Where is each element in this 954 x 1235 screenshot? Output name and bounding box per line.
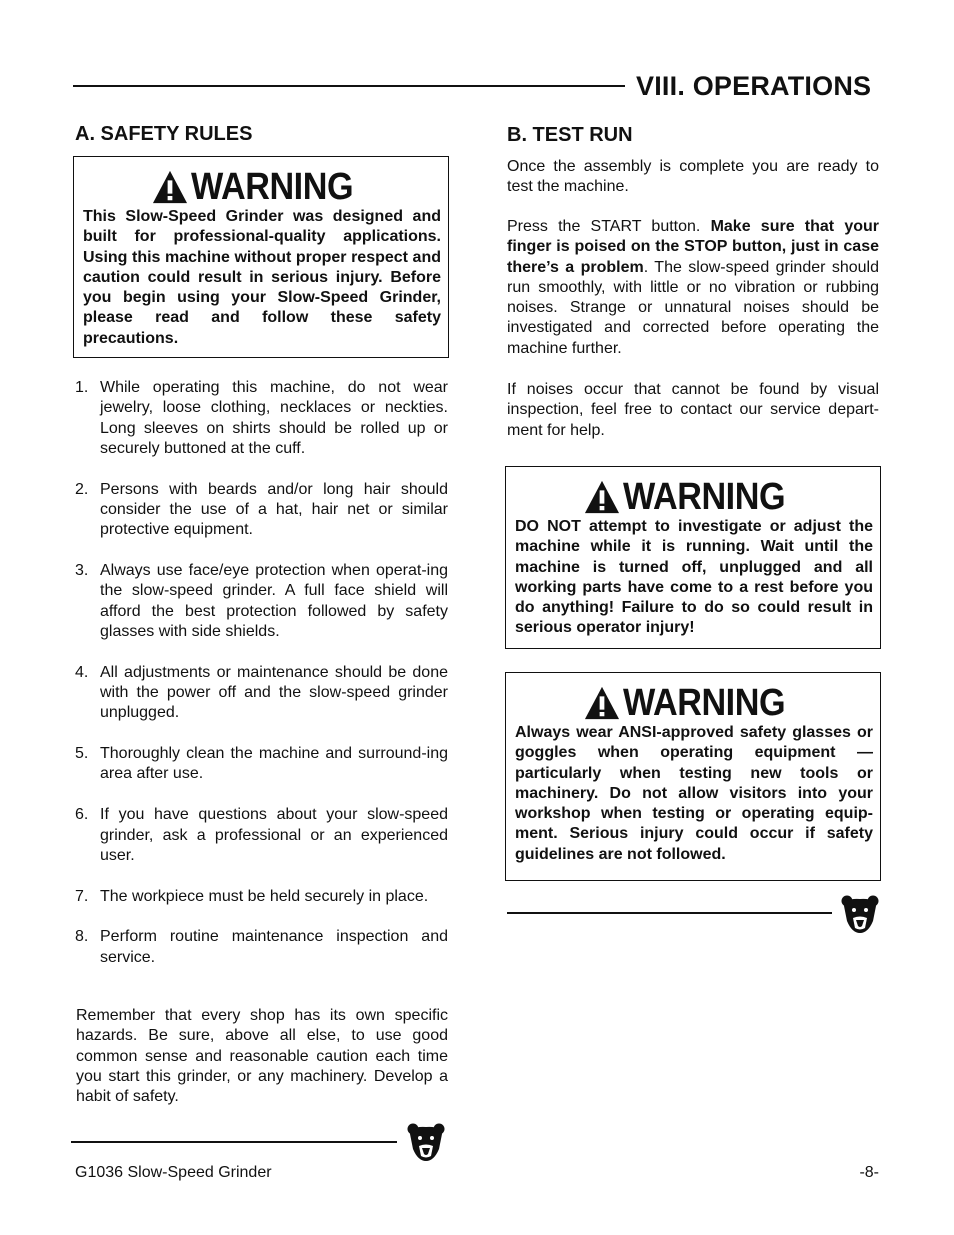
warning-text: Always wear ANSI-approved safety glasses or goggles when operating equipment — particularly when testing new tools or machinery. Do not allow visitors into your workshop when testing or operating equip-ment. Serious injury could occur if safety guidelines are not followed.: [515, 724, 873, 863]
list-number: 5.: [75, 745, 89, 763]
noises-paragraph: If noises occur that cannot be found by visual inspection, feel free to contact our service depart-ment for help.: [507, 381, 879, 439]
warning-triangle-icon: [151, 169, 189, 205]
warning-text: This Slow-Speed Grinder was designed and built for professional-quality applications. Using this machine without proper respect and caution could result in serious injury. Before you begin using your Slow-Speed Grinder, please read and follow these safety precautions.: [83, 208, 441, 347]
warning-text: DO NOT attempt to investigate or adjust the machine while it is running. Wait until the machine is turned off, unplugged and all working parts have come to a rest before you do anything! Failure to do so could result in serious operator injury!: [515, 518, 873, 637]
warning-label: WARNING: [622, 681, 786, 724]
list-number: 1.: [75, 379, 89, 396]
safety-rules-list: [75, 378, 448, 989]
list-item: [75, 927, 448, 968]
list-text: All adjustments or maintenance should be done with the power off and the slow-speed grinder unplugged.: [100, 663, 448, 722]
warning-header: [74, 165, 448, 209]
warning-header: [506, 681, 880, 725]
list-text: If you have questions about your slow-speed grinder, ask a professional or an experienced user.: [100, 806, 448, 864]
list-item: [75, 480, 448, 541]
intro-paragraph: Once the assembly is complete you are ready to test the machine.: [507, 158, 879, 196]
list-text: Perform routine maintenance inspection and service.: [100, 928, 448, 966]
list-item: [75, 805, 448, 866]
list-text: Always use face/eye protection when operat-ing the slow-speed grinder. A full face shield will afford the best protection followed by safety glasses with side shields.: [100, 562, 448, 640]
list-number: 3.: [75, 562, 89, 580]
left-bottom-rule: [71, 1141, 397, 1143]
footer-model: G1036 Slow-Speed Grinder: [75, 1164, 272, 1181]
list-item: [75, 887, 448, 907]
press-lead: Press the START button.: [507, 218, 711, 235]
warning-label: WARNING: [190, 165, 354, 208]
list-number: 6.: [75, 806, 89, 824]
safety-rules-heading: A. SAFETY RULES: [75, 123, 253, 145]
bear-head-logo-icon: [840, 894, 880, 934]
press-emphasis: Make sure that your finger is poised on the STOP button, just in case there’s a problem: [507, 218, 880, 276]
list-text: Thoroughly clean the machine and surround-ing area after use.: [100, 745, 448, 783]
right-bottom-rule: [507, 912, 832, 914]
list-number: 7.: [75, 887, 89, 905]
running-warning-box: [505, 466, 881, 649]
list-text: The workpiece must be held securely in place.: [100, 887, 429, 905]
list-item: [75, 561, 448, 642]
bear-head-logo-icon: [406, 1122, 446, 1162]
footer-page-number: -8-: [859, 1164, 879, 1181]
safety-warning-box: [73, 156, 449, 358]
press-start-paragraph: [507, 217, 879, 359]
header-rule: [73, 85, 625, 87]
closing-paragraph: Remember that every shop has its own specific hazards. Be sure, above all else, to use good common sense and reasonable caution each time you start this grinder, or any machinery. Develop a habit of safety.: [76, 1007, 448, 1106]
list-number: 8.: [75, 928, 89, 946]
warning-triangle-icon: [583, 685, 621, 721]
eyewear-warning-box: [505, 672, 881, 881]
page-title: VIII. OPERATIONS: [636, 71, 872, 101]
list-text: Persons with beards and/or long hair should consider the use of a hat, hair net or similar protective equipment.: [100, 480, 448, 539]
test-run-heading: B. TEST RUN: [507, 124, 633, 146]
list-text: While operating this machine, do not wear jewelry, loose clothing, necklaces or neckties. Long sleeves on shirts should be rolled up or securely buttoned at the cuff.: [100, 379, 448, 457]
warning-label: WARNING: [622, 475, 786, 518]
warning-header: [506, 475, 880, 519]
list-number: 4.: [75, 663, 89, 681]
press-rest: . The slow-speed grinder should run smoothly, with little or no vibration or rubbing noises. Strange or unnatural noises should be investigated and corrected before operating the machine further.: [507, 258, 880, 357]
warning-triangle-icon: [583, 479, 621, 515]
list-item: [75, 378, 448, 459]
list-item: [75, 744, 448, 785]
list-number: 2.: [75, 480, 89, 498]
list-item: [75, 663, 448, 724]
